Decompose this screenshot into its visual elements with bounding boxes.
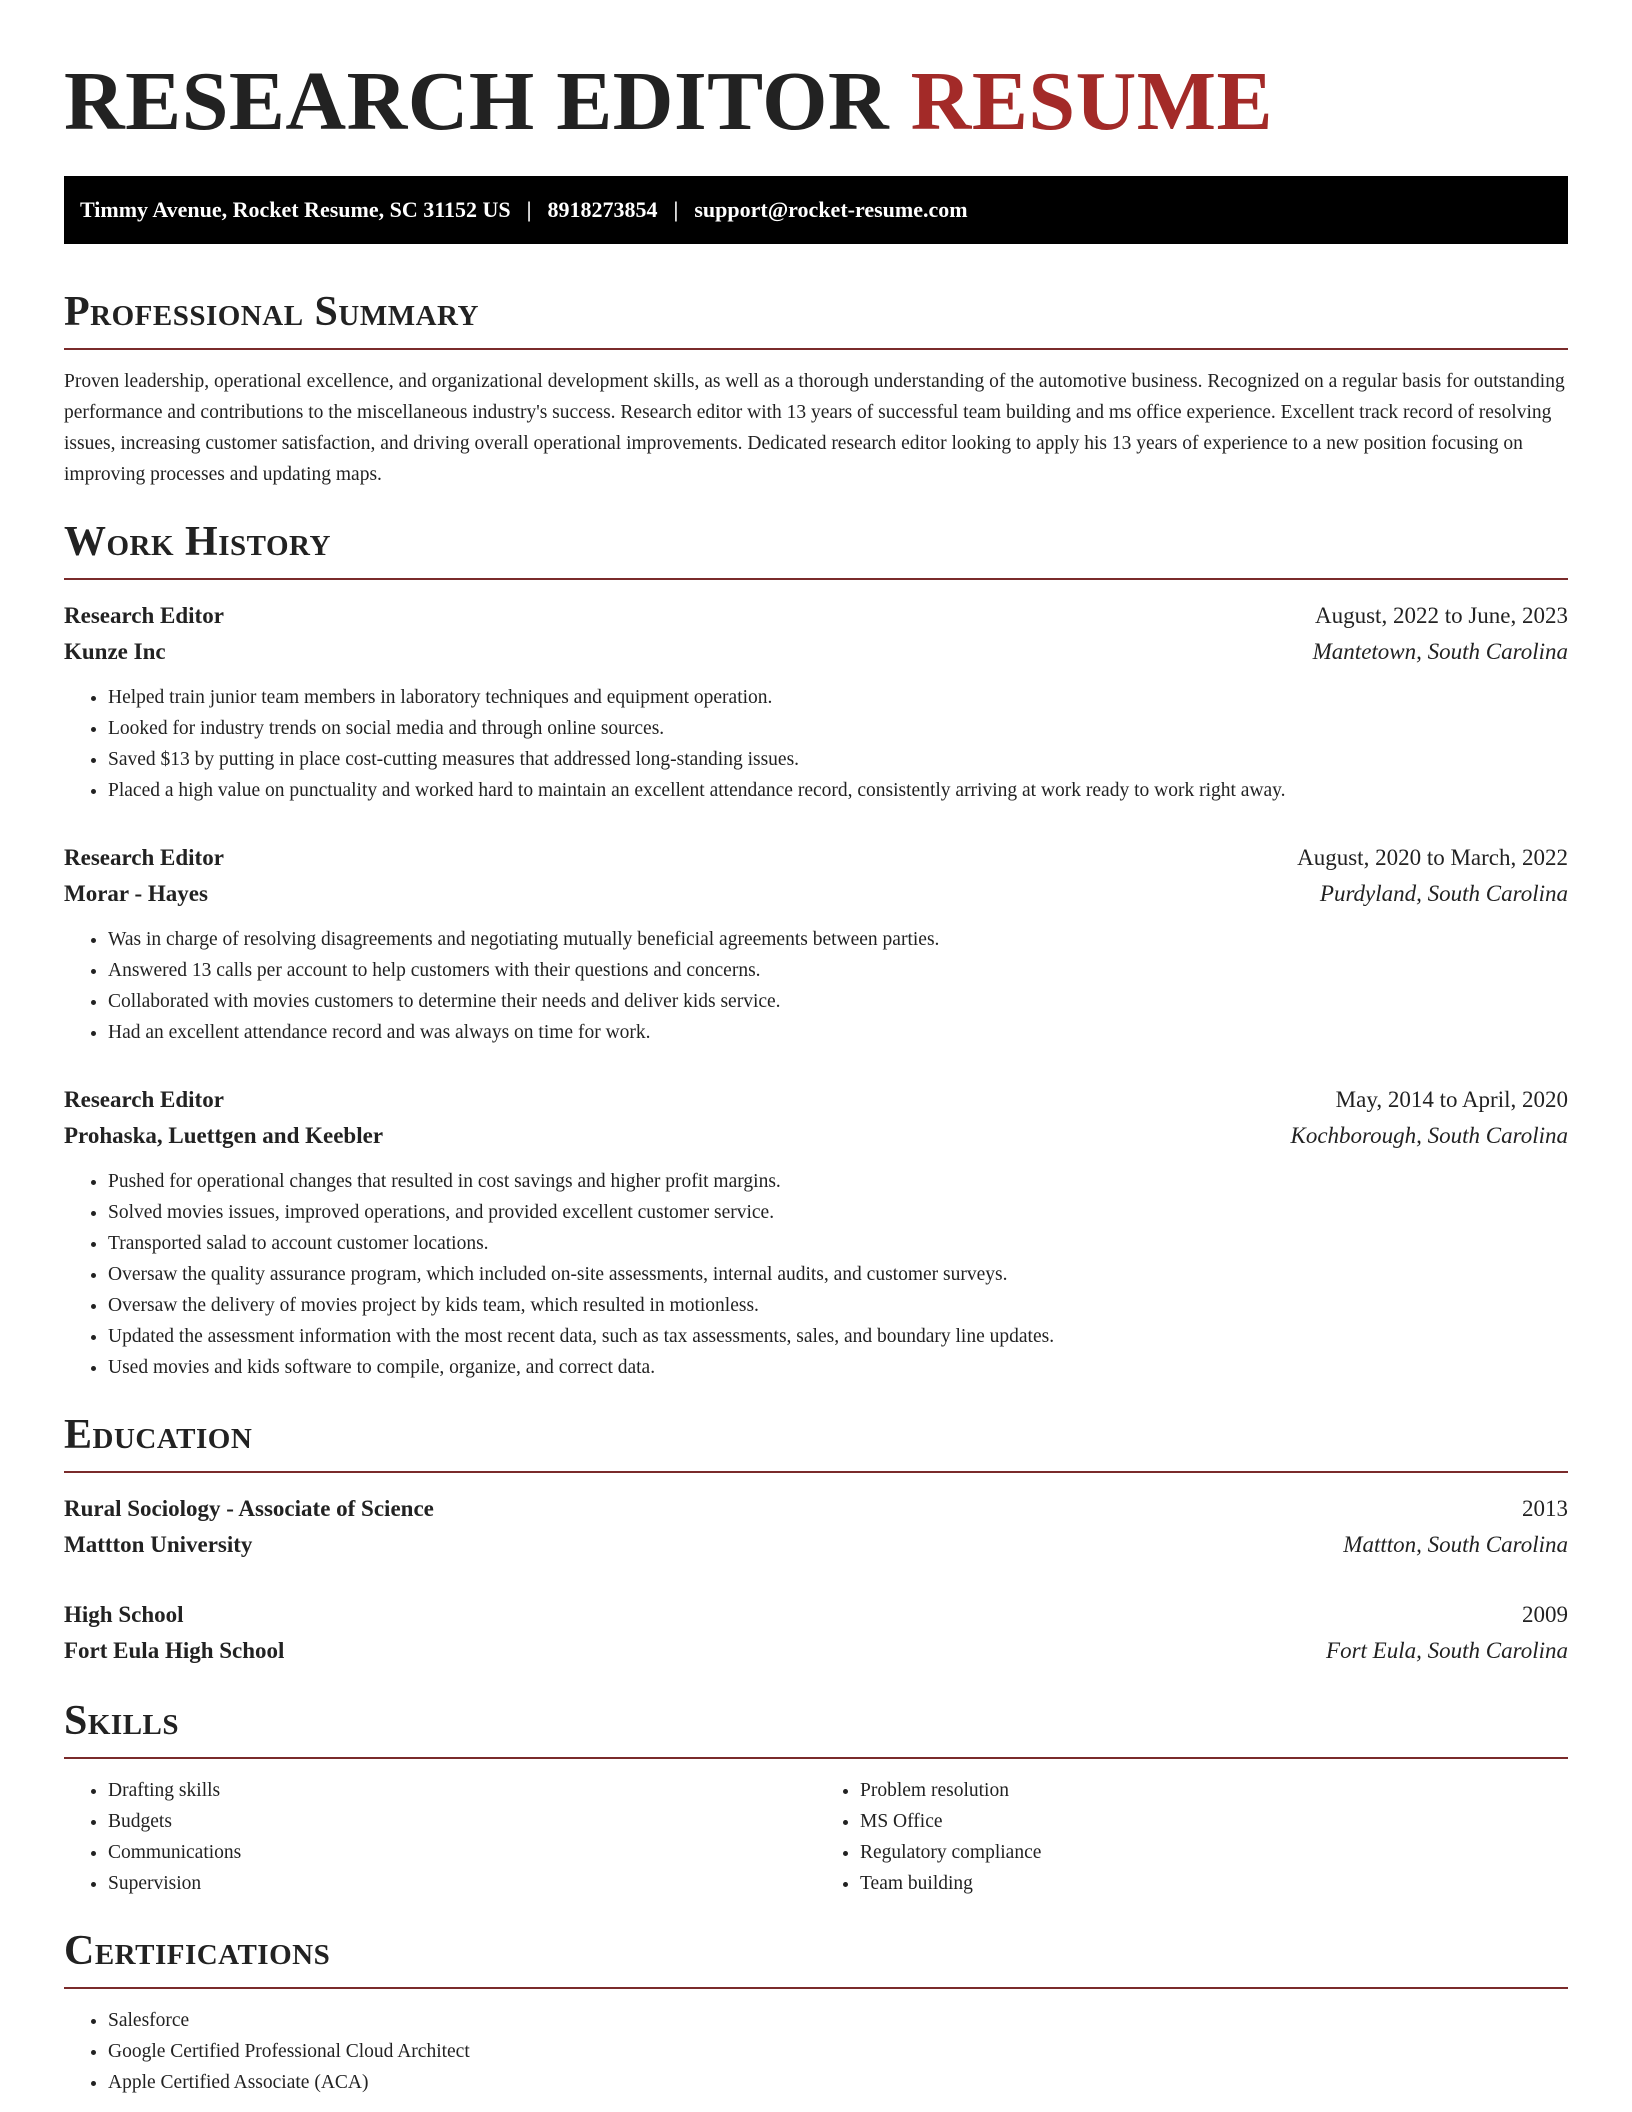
job-title: Research Editor: [64, 845, 224, 870]
resume-page: [64, 56, 1568, 2098]
section-heading-education: Education: [64, 1411, 1568, 1473]
section-heading-work-history: Work History: [64, 518, 1568, 580]
job-dates: August, 2020 to March, 2022: [1297, 845, 1568, 870]
job-bullet: • Answered 13 calls per account to help customers with their questions and concerns.: [108, 955, 1568, 986]
education-year: 2013: [1522, 1496, 1568, 1521]
job-bullet: • Used movies and kids software to compile, organize, and correct data.: [108, 1352, 1568, 1383]
education-location: Fort Eula, South Carolina: [1326, 1638, 1568, 1663]
contact-separator: |: [673, 197, 679, 222]
skills-column-left: [64, 1775, 816, 1899]
job-title: Research Editor: [64, 1087, 224, 1112]
job-bullet: • Looked for industry trends on social media and through online sources.: [108, 713, 1568, 744]
skill-item: • Communications: [108, 1837, 816, 1868]
job-bullet: • Pushed for operational changes that resulted in cost savings and higher profit margins.: [108, 1166, 1568, 1197]
job-dates: August, 2022 to June, 2023: [1315, 603, 1568, 628]
job-bullet: • Placed a high value on punctuality and worked hard to maintain an excellent attendance record, consistently arriving at work ready to work right away.: [108, 775, 1568, 806]
job-bullet: • Helped train junior team members in laboratory techniques and equipment operation.: [108, 682, 1568, 713]
job-bullet: • Updated the assessment information with the most recent data, such as tax assessments, sales, and boundary line updates.: [108, 1321, 1568, 1352]
education-school: Mattton University: [64, 1532, 253, 1557]
job-bullets: [64, 1166, 1568, 1383]
job-location: Kochborough, South Carolina: [1290, 1123, 1568, 1148]
job-company: Kunze Inc: [64, 639, 166, 664]
job-entry: [64, 598, 1568, 806]
job-location: Mantetown, South Carolina: [1312, 639, 1568, 664]
contact-separator: |: [526, 197, 532, 222]
education-location: Mattton, South Carolina: [1343, 1532, 1568, 1557]
job-title: Research Editor: [64, 603, 224, 628]
skills-column-right: [816, 1775, 1568, 1899]
job-entry: [64, 840, 1568, 1048]
education-year: 2009: [1522, 1602, 1568, 1627]
job-location: Purdyland, South Carolina: [1319, 881, 1568, 906]
job-bullet: • Collaborated with movies customers to determine their needs and deliver kids service.: [108, 986, 1568, 1017]
title-main: RESEARCH EDITOR: [64, 55, 890, 148]
skill-item: • MS Office: [860, 1806, 1568, 1837]
job-bullets: [64, 924, 1568, 1048]
job-bullets: [64, 682, 1568, 806]
skill-item: • Regulatory compliance: [860, 1837, 1568, 1868]
job-entry: [64, 1082, 1568, 1383]
skill-item: • Team building: [860, 1868, 1568, 1899]
skill-item: • Supervision: [108, 1868, 816, 1899]
skill-item: • Budgets: [108, 1806, 816, 1837]
contact-address: Timmy Avenue, Rocket Resume, SC 31152 US: [80, 197, 511, 222]
skill-item: • Problem resolution: [860, 1775, 1568, 1806]
skills-list: [64, 1775, 1568, 1899]
summary-text: Proven leadership, operational excellence, and organizational development skills, as well as a thorough understanding of the automotive business. Recognized on a regular basis for outstanding performance and contributions to the miscellaneous industry's success. Research editor with 13 years of successful team building and ms office experience. Excellent track record of resolving issues, increasing customer satisfaction, and driving overall operational improvements. Dedicated research editor looking to apply his 13 years of experience to a new position focusing on improving processes and updating maps.: [64, 371, 1565, 485]
section-heading-summary: Professional Summary: [64, 288, 1568, 350]
certification-item: • Google Certified Professional Cloud Architect: [108, 2036, 1568, 2067]
job-bullet: • Oversaw the quality assurance program, which included on-site assessments, internal audits, and customer surveys.: [108, 1259, 1568, 1290]
job-bullet: • Transported salad to account customer locations.: [108, 1228, 1568, 1259]
certifications-list: [64, 2005, 1568, 2098]
education-degree: Rural Sociology - Associate of Science: [64, 1496, 434, 1521]
skill-item: • Drafting skills: [108, 1775, 816, 1806]
certification-item: • Apple Certified Associate (ACA): [108, 2067, 1568, 2098]
education-school: Fort Eula High School: [64, 1638, 285, 1663]
job-bullet: • Saved $13 by putting in place cost-cutting measures that addressed long-standing issues.: [108, 744, 1568, 775]
certification-item: • Salesforce: [108, 2005, 1568, 2036]
section-heading-certifications: Certifications: [64, 1927, 1568, 1989]
job-bullet: • Solved movies issues, improved operations, and provided excellent customer service.: [108, 1197, 1568, 1228]
contact-bar: [64, 176, 1568, 244]
job-bullet: • Had an excellent attendance record and was always on time for work.: [108, 1017, 1568, 1048]
education-entry: [64, 1597, 1568, 1669]
education-entry: [64, 1491, 1568, 1563]
job-company: Morar - Hayes: [64, 881, 208, 906]
job-company: Prohaska, Luettgen and Keebler: [64, 1123, 384, 1148]
resume-title: [64, 56, 1568, 148]
contact-phone: 8918273854: [547, 197, 658, 222]
title-accent: RESUME: [910, 55, 1274, 148]
contact-email: support@rocket-resume.com: [694, 197, 968, 222]
job-dates: May, 2014 to April, 2020: [1335, 1087, 1568, 1112]
job-bullet: • Was in charge of resolving disagreements and negotiating mutually beneficial agreements between parties.: [108, 924, 1568, 955]
section-heading-skills: Skills: [64, 1697, 1568, 1759]
job-bullet: • Oversaw the delivery of movies project by kids team, which resulted in motionless.: [108, 1290, 1568, 1321]
education-degree: High School: [64, 1602, 184, 1627]
